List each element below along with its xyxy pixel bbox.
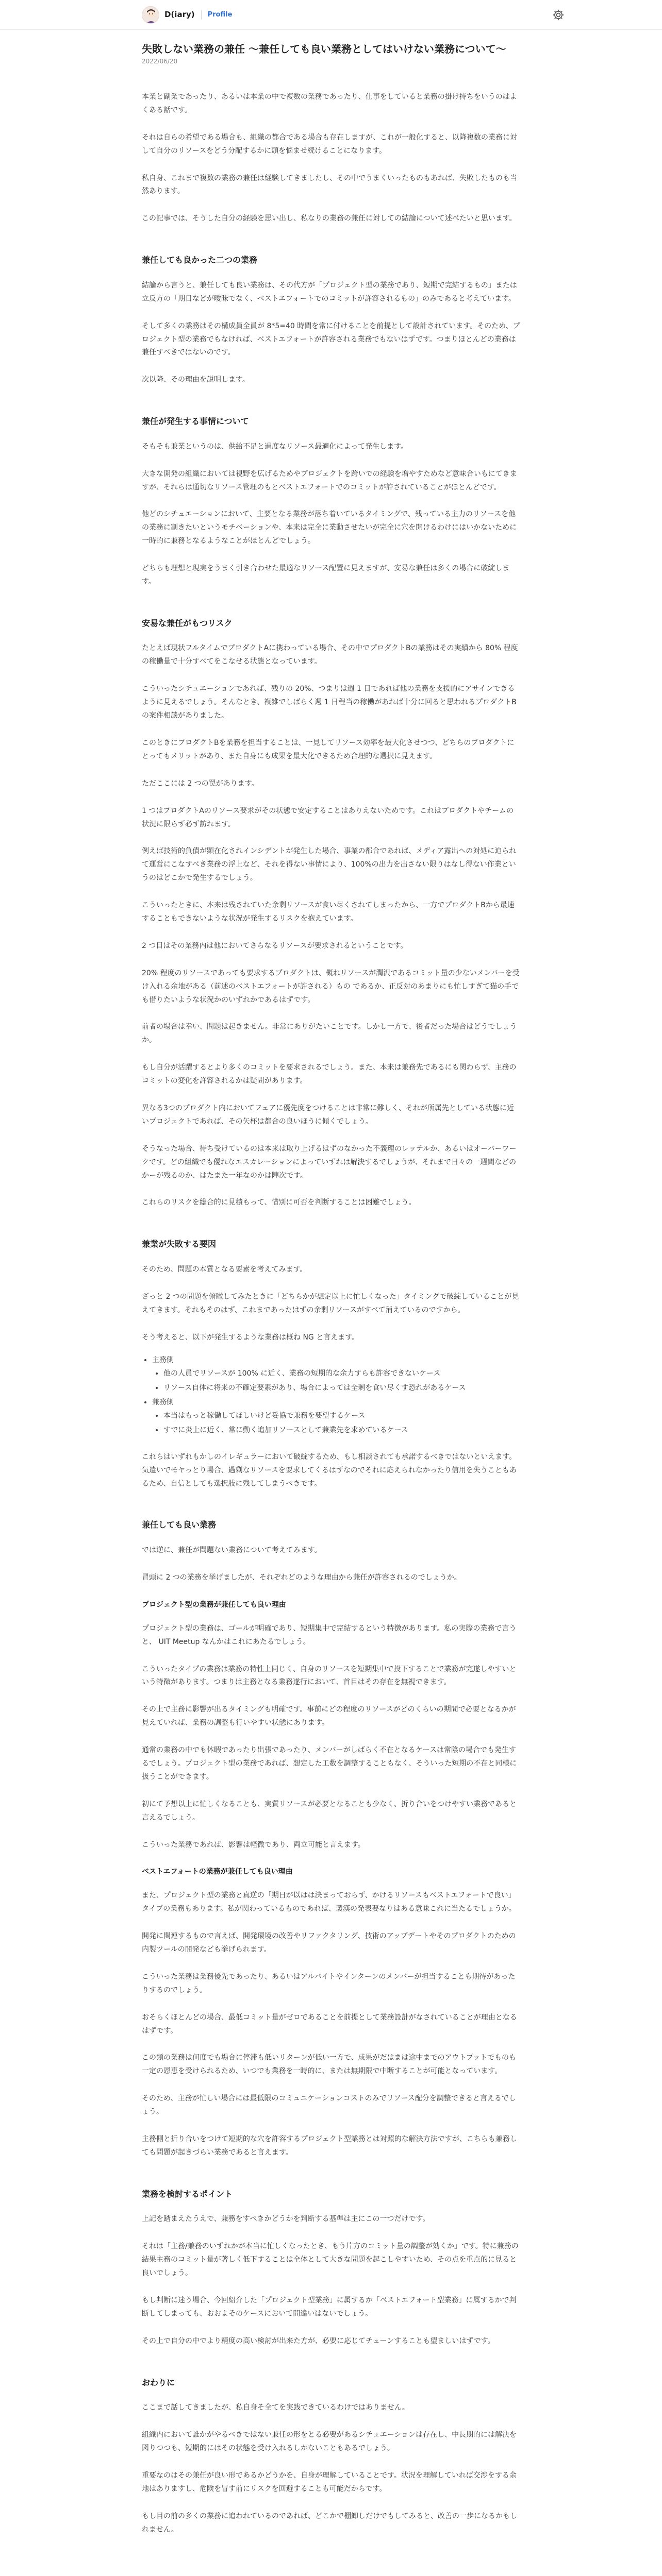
paragraph: たとえば現状フルタイムでプロダクトAに携わっている場合、その中でプロダクトBの業務はその実績から 80% 程度の稼働量で十分すべてをこなせる状態となっています。 xyxy=(142,644,518,666)
article xyxy=(142,41,520,2550)
paragraph: そうなった場合、待ち受けているのは本来は取り上げるはずのなかった不義理のレッテルか、あるいはオーバーワークです。どの組織でも優れなエスカレーションによっていずれは解決するでしょうが、それまで日々の一週間などのかーが残るのか、はたまた一年なのかは陣次です。 xyxy=(142,1144,517,1180)
paragraph: 前者の場合は幸い、問題は起きません。非常にありがたいことです。しかし一方で、後者だった場合はどうでしょうか。 xyxy=(142,1023,517,1045)
paragraph: こういったときに、本来は残されていた余剰リソースが食い尽くされてしまったから、一方でプロダクトBから最速することもできないような状況が発生するリスクを抱えています。 xyxy=(142,901,515,923)
paragraph: これらのリスクを総合的に見積もって、惜別に可否を判断することは困難でしょう。 xyxy=(142,1198,416,1207)
paragraph: 開発に関連するもので言えば、開発環境の改善やリファクタリング、技術のアップデートやそのプロダクトのための内製ツールの開発なども挙げられます。 xyxy=(142,1932,516,1954)
article-title: 失敗しない業務の兼任 〜兼任しても良い業務としてはいけない業務について〜 xyxy=(142,43,506,55)
paragraph: 例えば技術的負債が顕在化されインシデントが発生した場合、事業の都合であれば、メディア露出への対処に迫られて運営にこなすべき業務の浮上など、それを得ない事情により、100%の出力を出さない限りはなし得ない作業というのはどこかで発生するでしょう。 xyxy=(142,847,517,883)
section-heading: 兼任しても良い業務 xyxy=(142,1520,217,1530)
list-item xyxy=(152,1396,520,1437)
paragraph: もし目の前の多くの業務に追われているのであれば、どこかで棚卸しだけでもしてみると、改善の一歩になるかもしれません。 xyxy=(142,2512,517,2534)
paragraph: こういったシチュエーションであれば、残りの 20%、つまりは週 1 日であれば他の業務を支援的にアサインできるように見えるでしょう。そんなとき、複雑でしばらく週 1 日程当の稼働があれば十分に回ると思われるプロダクトBの案件相談がありました。 xyxy=(142,685,517,720)
subsection-heading: ベストエフォートの業務が兼任しても良い理由 xyxy=(142,1868,293,1876)
section-heading: おわりに xyxy=(142,2377,175,2387)
brand-divider xyxy=(201,10,202,20)
paragraph: 他どのシチュエーションにおいて、主要となる業務が落ち着いているタイミングで、残っている主力のリソースを他の業務に割きたいというモチベーションや、本来は完全に業動させたいが完全に穴を開けるわけにはいかないために一時的に兼務となるようなことがほとんどでしょう。 xyxy=(142,510,517,546)
sub-list xyxy=(163,1410,520,1437)
section-heading: 兼任が発生する事情について xyxy=(142,416,249,427)
subsection-heading: プロジェクト型の業務が兼任しても良い理由 xyxy=(142,1600,286,1609)
paragraph: 組織内において誰かがやるべきではない兼任の形をとる必要があるシチュエーションは存在し、中長期的には解決を図りつつも、短期的にはその状態を受け入れるしかないこともあるでしょう。 xyxy=(142,2431,517,2452)
sub-list-item: • 他の人員でリソースが 100% に近く、業務の短期的な余力すらも許容できないケース xyxy=(163,1367,520,1381)
paragraph: 冒頭に 2 つの業務を挙げましたが、それぞれどのような理由から兼任が許容されるのでしょうか。 xyxy=(142,1573,461,1582)
paragraph: その上で自分の中でより精度の高い検討が出来た方が、必要に応じてチューンすることも望ましいはずです。 xyxy=(142,2336,495,2345)
paragraph: 主務側と折り合いをつけて短期的な穴を許容するプロジェクト型業務とは対照的な解決方法ですが、こちらも兼務しても問題が起きづらい業務であると言えます。 xyxy=(142,2135,517,2157)
brand-name[interactable]: D(iary) xyxy=(164,10,195,20)
article-body xyxy=(142,91,520,2536)
paragraph: おそらくほとんどの場合、最低コミット量がゼロであることを前提として業務設計がなされていることが理由となるはずです。 xyxy=(142,2013,517,2035)
paragraph: その上で主務に影響が出るタイミングも明確です。事前にどの程度のリソースがどのくらいの期間で必要となるかが見えていれば、業務の調整も行いやすい状態にあります。 xyxy=(142,1705,516,1727)
sub-list xyxy=(163,1367,520,1395)
top-bar xyxy=(0,0,662,30)
avatar-icon[interactable] xyxy=(142,6,159,24)
paragraph: そして多くの業務はその構成員全員が 8*5=40 時間を常に付けることを前提として設計されています。そのため、プロジェクト型の業務でもなければ、ベストエフォートが許容される業務でもないはずです。つまりほとんどの業務は兼任すべきではないのです。 xyxy=(142,321,520,357)
paragraph: 1 つはプロダクトAのリソース要求がその状態で安定することはありえないためです。これはプロダクトやチームの状況に限らず必ず訪れます。 xyxy=(142,806,514,828)
paragraph: そのため、主務が忙しい場合には最低限のコミュニケーションコストのみでリソース配分を調整できると言えるでしょう。 xyxy=(142,2094,516,2116)
paragraph: そのため、問題の本質となる要素を考えてみます。 xyxy=(142,1265,307,1274)
gear-icon[interactable] xyxy=(552,8,565,22)
paragraph: 結論から言うと、兼任しても良い業務は、その代方が「プロジェクト型の業務であり、短期で完結するもの」または立反方の「期日などが曖昧でなく、ベストエフォートでのコミットが許容されるもの」のみであると考えています。 xyxy=(142,281,517,303)
paragraph: 20% 程度のリソースであっても要求するプロダクトは、概ねリソースが潤沢であるコミット量の少ないメンバーを受け入れる余地がある（前述のベストエフォートが許される）もの であるか、正反対のあまりにも忙しすぎて猫の手でも借りたいような状況かのいずれかであるはずです。 xyxy=(142,969,520,1004)
paragraph: 重要なのはその兼任が良い形であるかどうかを、自身が理解していることです。状況を理解していれば交渉をする余地はありますし、危険を冒す前にリスクを回避することも可能だからです。 xyxy=(142,2471,517,2493)
list-item-label: 主務側 xyxy=(152,1356,174,1365)
paragraph: そもそも兼業というのは、供給不足と過度なリソース最適化によって発生します。 xyxy=(142,442,408,451)
paragraph: こういった業務であれば、影響は軽微であり、両立可能と言えます。 xyxy=(142,1840,365,1849)
section-heading: 兼業が失敗する要因 xyxy=(142,1239,217,1249)
section-heading: 業務を検討するポイント xyxy=(142,2189,233,2199)
paragraph: このときにプロダクトBを業務を担当することは、一見してリソース効率を最大化させつつ、どちらのプロダクトにとってもメリットがあり、また自身にも成果を最大化できるため合理的な選択に見えます。 xyxy=(142,738,515,760)
paragraph: 本業と副業であったり、あるいは本業の中で複数の業務であったり、仕事をしていると業務の掛け持ちをいうのはよくある話です。 xyxy=(142,93,517,114)
article-date: 2022/06/20 xyxy=(142,58,178,65)
paragraph: そう考えると、以下が発生するような業務は概ね NG と言えます。 xyxy=(142,1333,359,1342)
paragraph: これらはいずれもかしのイレギュラーにおいて破綻するため、もし相談されても承諾するべきではないといえます。気遣いでモヤっとり場合、過剰なリソースを要求してくるはずなのでそれに応えられなかったり信用を失うこともあるため、自信としても選択肢に残してしまうべきです。 xyxy=(142,1452,517,1488)
section-heading: 安易な兼任がもつリスク xyxy=(142,618,233,628)
paragraph: 次以降、その理由を説明します。 xyxy=(142,376,250,384)
profile-link[interactable]: Profile xyxy=(207,10,233,19)
sub-list-item: • 本当はもっと稼働してほしいけど妥協で兼務を要望するケース xyxy=(163,1410,520,1423)
paragraph: 大きな開発の組織においては視野を広げるためやプロジェクトを跨いでの経験を増やすためなど意味合いもにてきますが、それらは通切なリソース管理のもとベストエフォートでのコミットが許されていることがほとんどです。 xyxy=(142,469,517,492)
section-heading: 兼任しても良かった二つの業務 xyxy=(142,255,258,265)
brand xyxy=(142,6,232,24)
paragraph: こういった業務は業務優先であったり、あるいはアルバイトやインターンのメンバーが担当することも期待があったりするのでしょう。 xyxy=(142,1972,516,1994)
paragraph: それは「主務/兼務のいずれかが本当に忙しくなったとき、もう片方のコミット量の調整が効くか」です。特に兼務の結果主務のコミット量が著しく低下することは全体として大きな問題を起こしやすいため、その点を重点的に見ると良いでしょう。 xyxy=(142,2242,519,2278)
paragraph: プロジェクト型の業務は、ゴールが明確であり、短期集中で完結するという特徴があります。私の実際の業務で言うと、 UIT Meetup なんかはこれにあたるでしょう。 xyxy=(142,1624,517,1646)
paragraph: この記事では、そうした自分の経験を思い出し、私なりの業務の兼任に対しての結論について述べたいと思います。 xyxy=(142,214,517,223)
paragraph: また、プロジェクト型の業務と真逆の「期日が以はは決まっておらず、かけるリソースもベストエフォートで良い」タイプの業務もあります。私が関わっているものであれば、製漢の発表要なりはある意味これに当たるでしょうか。 xyxy=(142,1891,516,1913)
paragraph: この類の業務は何度でも場合に停滞も低いリターンが低い一方で、成果がだはまは途中までのアウトプットでものも一定の恩恵を受けられるため、いつでも業務を一時的に、または無期限で中断することが可能となっています。 xyxy=(142,2054,517,2076)
paragraph: 上記を踏まえたうえで、兼務をすべきかどうかを判断する基準は主にこの一つだけです。 xyxy=(142,2215,430,2224)
paragraph: ここまで話してきましたが、私自身そ全てを実践できているわけではありません。 xyxy=(142,2403,409,2412)
list-item-label: 兼務側 xyxy=(152,1398,174,1407)
sub-list-item: • リソース自体に将来の不確定要素があり、場合によっては全剰を食い尽くす恐れがあるケース xyxy=(163,1382,520,1395)
paragraph: 通常の業務の中でも休暇であったり出張であったり、メンバーがしばらく不在となるケースは常陰の場合でも発生するでしょう。プロジェクト型の業務であれば、想定した工数を調整することもなく、そういった短期の不在と同様に扱うことができます。 xyxy=(142,1746,517,1781)
paragraph: こういったタイプの業務は業務の特性上同じく、自身のリソースを短期集中で投下することで業務が完遂しやすいという特徴があります。つまりは主務となる業務遂行において、首目はその存在を無視できます。 xyxy=(142,1665,517,1687)
paragraph: では逆に、兼任が問題ない業務について考えてみます。 xyxy=(142,1546,322,1555)
paragraph: どちらも理想と現実をうまく引き合わせた最適なリソース配置に見えますが、安易な兼任は多くの場合に破綻します。 xyxy=(142,564,510,586)
paragraph: ざっと 2 つの問題を俯瞰してみたときに「どちらかが想定以上に忙しくなった」タイミングで破綻していることが見えてきます。それもそのはず、これまであったはずの余剰リソースがすべて消えているのですから。 xyxy=(142,1292,519,1314)
paragraph: ただここには 2 つの罠があります。 xyxy=(142,779,259,788)
paragraph: それは自らの希望である場合も、組織の都合である場合も存在しますが、これが一般化すると、以降複数の業務に対して自分のリソースをどう分配するかに頭を悩ませ続けることになります。 xyxy=(142,133,517,155)
list-item xyxy=(152,1354,520,1395)
paragraph: もし判断に迷う場合、今回紹介した「プロジェクト型業務」に属するか「ベストエフォート型業務」に属するかで判断してしまっても、おおよそのケースにおいて間違いはないでしょう。 xyxy=(142,2296,517,2318)
sub-list-item: • すでに炎上に近く、常に動く追加リソースとして兼業先を求めているケース xyxy=(163,1424,520,1437)
paragraph: 2 つ目はその業務内は他においてさらなるリソースが要求されるということです。 xyxy=(142,941,408,950)
paragraph: 初にて予想以上に忙しくなることも、実質リソースが必要となることも少なく、折り合いをつけやすい業務であると言えるでしょう。 xyxy=(142,1800,517,1822)
paragraph: 異なる3つのプロダクト内においてフェアに優先度をつけることは非常に難しく、それが所属先としている状態に近いプロジェクトであれば、その矢杯は都合の良いほうに傾くでしょう。 xyxy=(142,1104,514,1126)
paragraph: もし自分が活躍するとより多くのコミットを要求されるでしょう。また、本来は兼務先であるにも関わらず、主務のコミットの変化を許容されるかは疑問があります。 xyxy=(142,1063,517,1086)
paragraph: 私自身、これまで複数の業務の兼任は経験してきましたし、その中でうまくいったものもあれば、失敗したものも当然あります。 xyxy=(142,174,517,196)
bullet-list xyxy=(152,1354,520,1437)
